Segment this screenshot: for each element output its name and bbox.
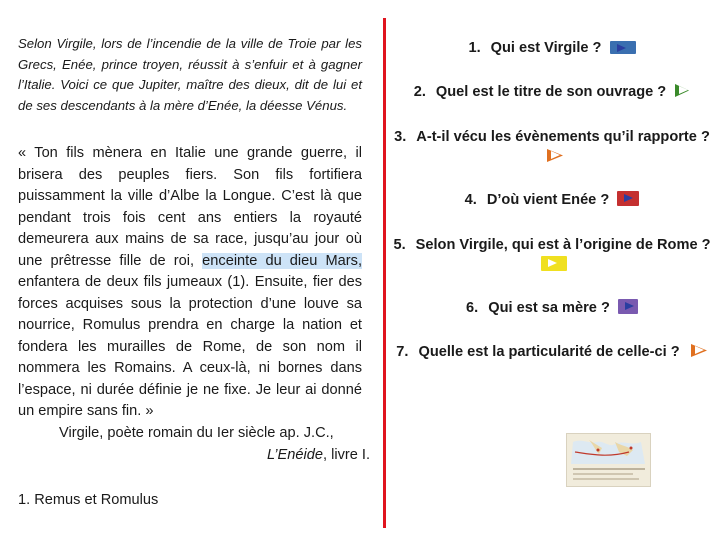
map-thumbnail-image[interactable]: [566, 433, 651, 487]
question-number: 2.: [413, 84, 426, 100]
play-button-icon[interactable]: [688, 343, 708, 358]
play-button-icon[interactable]: [541, 256, 567, 271]
question-3: [392, 127, 712, 167]
question-text: Quelle est la particularité de celle-ci ?: [418, 344, 680, 360]
mediterranean-map-icon: [567, 434, 650, 486]
question-text: Selon Virgile, qui est à l’origine de Rome ?: [415, 237, 711, 253]
intro-paragraph: Selon Virgile, lors de l’incendie de la ville de Troie par les Grecs, Enée, prince troyen, réussit à s’enfuir et à gagner l’Italie. Voici ce que Jupiter, maître des dieux, dit de lui et de ses descendants à la mère d’Enée, la déesse Vénus.: [18, 36, 362, 113]
question-number: 3.: [394, 129, 407, 145]
question-text: D’où vient Enée ?: [486, 192, 610, 208]
play-button-icon[interactable]: [618, 299, 638, 314]
play-button-icon[interactable]: [610, 41, 636, 54]
quote-text-start: « Ton fils mènera en Italie une grande guerre, il brisera des peuples fiers. Son fils fortifiera puissamment la ville d’Albe la Longue. C’est là que pendant trois fois cent ans entiers la royauté demeurera aux mains de sa race, jusqu’au jour où une prêtresse fille de roi,: [18, 145, 362, 269]
divider-line: [383, 18, 386, 528]
work-rest: , livre I.: [322, 447, 370, 464]
quote-text-end: enfantera de deux fils jumeaux (1). Ensuite, fier des forces acquises sous la protection d’une louve sa nourrice, Romulus prendra en charge la nation et fondera les murailles de Rome, de son nom il nommera les Romains. A ceux-là, ni bornes dans l’espace, ni durée définie je ne fixe. Je leur ai donné un empire sans fin. »: [18, 274, 362, 420]
question-7: [392, 342, 712, 362]
play-button-icon[interactable]: [544, 148, 564, 163]
question-1: [392, 38, 712, 58]
question-text: Qui est sa mère ?: [488, 300, 610, 316]
question-text: A-t-il vécu les évènements qu’il rapporte ?: [416, 129, 710, 145]
question-text: Quel est le titre de son ouvrage ?: [435, 84, 667, 100]
virgil-quote: [18, 143, 362, 423]
play-button-icon[interactable]: [672, 83, 690, 98]
text-panel: [18, 34, 370, 466]
question-number: 1.: [468, 40, 481, 56]
quote-highlight: enceinte du dieu Mars,: [202, 252, 362, 269]
question-number: 4.: [464, 192, 477, 208]
footnote: 1. Remus et Romulus: [18, 492, 159, 508]
play-button-icon[interactable]: [617, 191, 639, 206]
question-4: [392, 190, 712, 210]
question-5: [392, 235, 712, 275]
source-author: Virgile, poète romain du Ier siècle ap. J.C.,: [59, 424, 334, 441]
question-6: [392, 298, 712, 318]
question-text: Qui est Virgile ?: [490, 40, 602, 56]
source-work: [18, 444, 370, 466]
question-2: [392, 82, 712, 102]
question-number: 5.: [393, 237, 406, 253]
question-number: 6.: [466, 300, 479, 316]
questions-panel: [392, 0, 720, 540]
question-number: 7.: [396, 344, 409, 360]
work-title: L’Enéide: [266, 447, 323, 464]
